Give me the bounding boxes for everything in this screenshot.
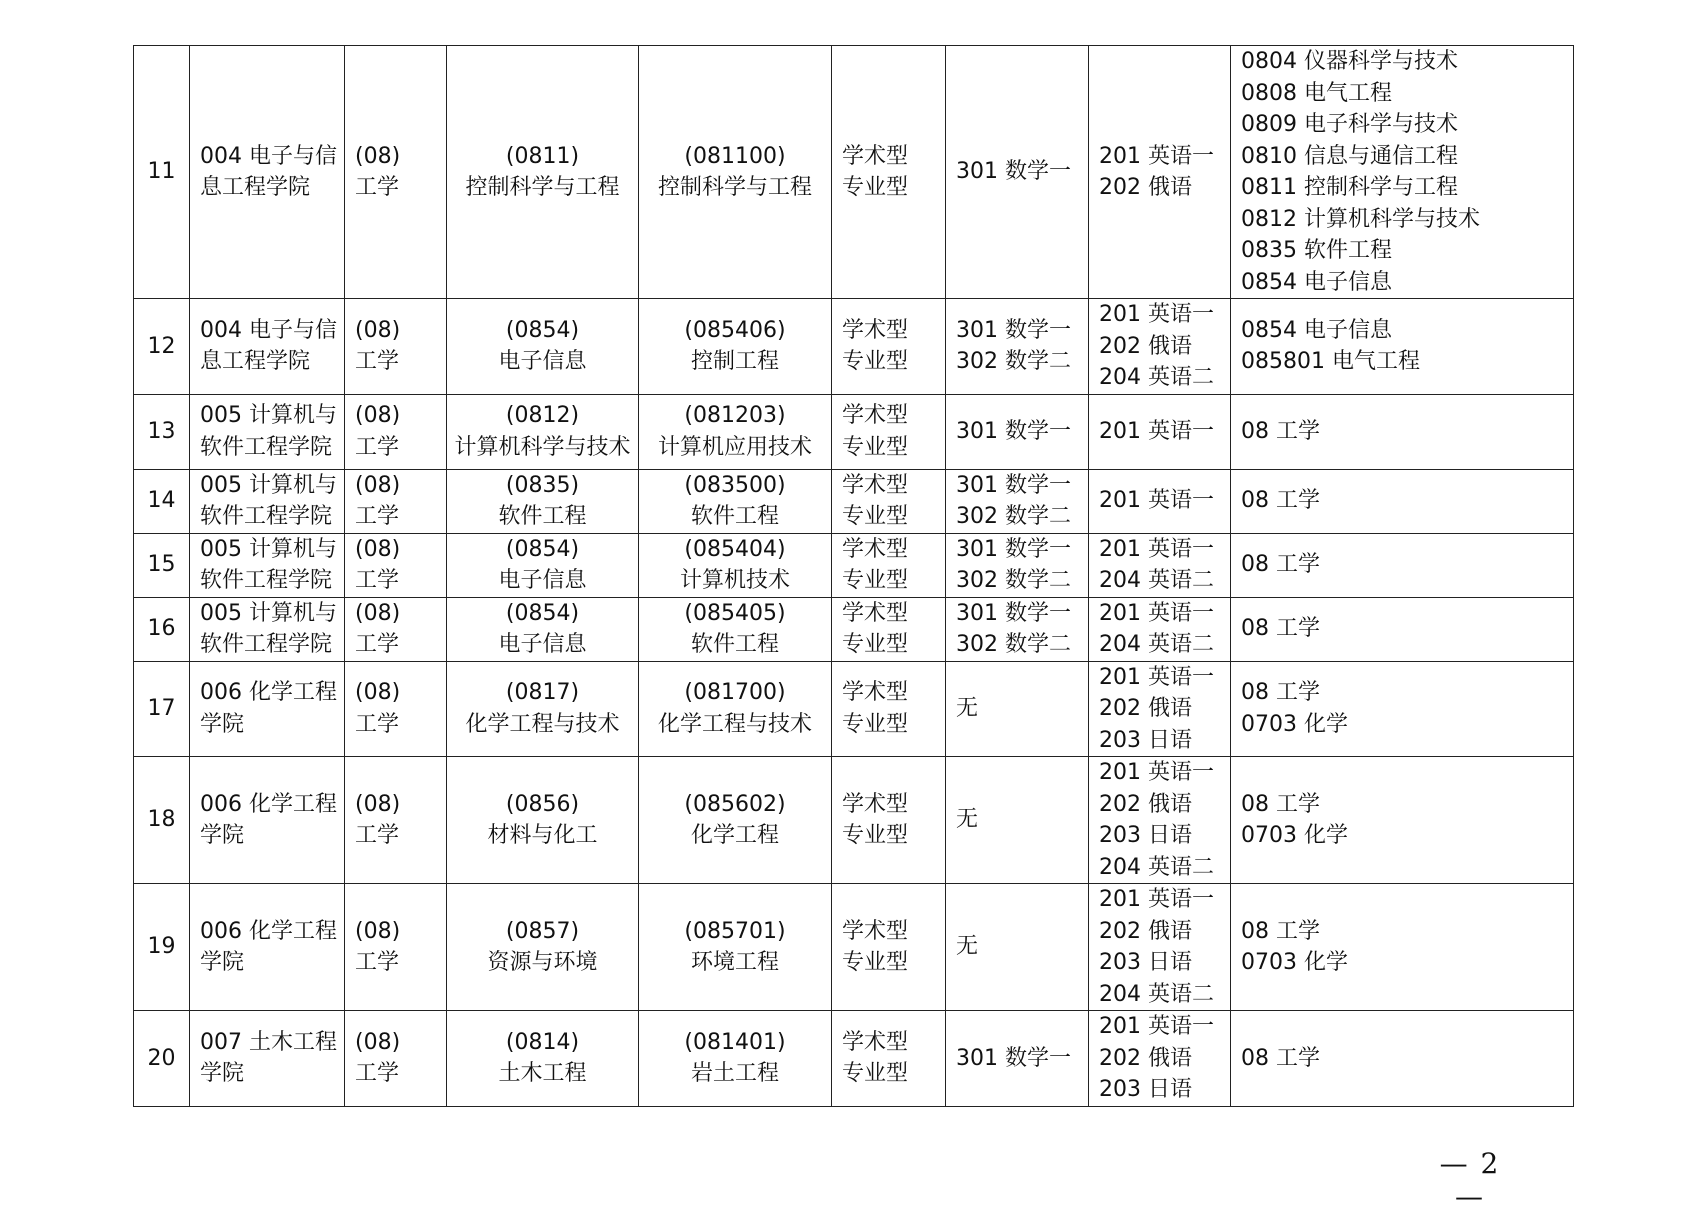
major-line: 环境工程	[690, 950, 779, 975]
discipline-line: (0812)	[505, 403, 580, 428]
college-line: 006 化学工程	[200, 791, 337, 817]
degree-type-cell	[832, 469, 946, 533]
requirement-cell	[1231, 533, 1574, 597]
major-line: (081401)	[684, 1029, 786, 1055]
degree-type-line: 专业型	[842, 568, 909, 593]
category-line: (08)	[355, 791, 401, 817]
discipline-line: (0856)	[505, 791, 580, 817]
degree-type-cell	[832, 533, 946, 597]
foreign-language-line: 201 英语一	[1099, 887, 1214, 912]
college-line: 007 土木工程	[200, 1029, 337, 1055]
foreign-language-cell	[1089, 469, 1231, 533]
discipline-line: 软件工程	[498, 504, 587, 529]
foreign-language-line: 201 英语一	[1099, 488, 1214, 514]
foreign-language-line: 201 英语一	[1099, 760, 1214, 785]
discipline-line: 控制科学与工程	[465, 175, 620, 200]
requirement-line: 085801 电气工程	[1241, 349, 1420, 375]
college-line: 息工程学院	[200, 175, 311, 200]
math-exam-line: 301 数学一	[956, 536, 1071, 562]
college-line: 学院	[200, 1061, 245, 1087]
category-line: (08)	[355, 317, 401, 343]
foreign-language-line: 201 英语一	[1099, 143, 1214, 169]
college-line: 学院	[200, 823, 245, 848]
row-number: 14	[147, 488, 176, 514]
math-exam-line: 无	[956, 934, 979, 960]
major-line: (081700)	[684, 680, 786, 706]
major-line: 控制工程	[690, 349, 779, 375]
requirement-line: 08 工学	[1241, 488, 1320, 514]
college-line: 005 计算机与	[200, 600, 337, 626]
college-line: 软件工程学院	[200, 504, 333, 529]
major-line: (085405)	[684, 600, 786, 626]
major-line: 化学工程	[690, 823, 779, 848]
foreign-language-cell	[1089, 46, 1231, 299]
requirement-line: 08 工学	[1241, 680, 1320, 706]
discipline-cell	[447, 46, 639, 299]
major-line: (085701)	[684, 918, 786, 944]
math-exam-cell	[946, 46, 1089, 299]
admissions-table	[133, 45, 1574, 1107]
table-body	[134, 46, 1574, 1107]
college-line: 息工程学院	[200, 349, 311, 375]
category-line: 工学	[355, 1061, 400, 1087]
category-line: (08)	[355, 472, 401, 498]
major-cell	[639, 533, 832, 597]
category-line: 工学	[355, 349, 400, 375]
math-exam-cell	[946, 661, 1089, 757]
college-cell	[190, 597, 345, 661]
table-row	[134, 1011, 1574, 1107]
degree-type-cell	[832, 1011, 946, 1107]
discipline-line: (0811)	[505, 143, 580, 169]
foreign-language-cell	[1089, 661, 1231, 757]
category-cell	[345, 533, 447, 597]
requirement-line: 0804 仪器科学与技术	[1241, 49, 1458, 74]
major-line: (081203)	[684, 403, 786, 428]
row-number-cell	[134, 469, 190, 533]
discipline-line: 电子信息	[498, 568, 587, 593]
major-cell	[639, 661, 832, 757]
foreign-language-line: 202 俄语	[1099, 333, 1192, 359]
major-line: (083500)	[684, 472, 786, 498]
category-line: (08)	[355, 918, 401, 944]
college-cell	[190, 1011, 345, 1107]
college-line: 005 计算机与	[200, 403, 337, 428]
row-number: 19	[147, 934, 176, 960]
requirement-cell	[1231, 884, 1574, 1011]
math-exam-cell	[946, 757, 1089, 884]
math-exam-line: 无	[956, 807, 979, 833]
discipline-line: 土木工程	[498, 1061, 587, 1087]
college-cell	[190, 757, 345, 884]
category-line: 工学	[355, 823, 400, 848]
discipline-line: 化学工程与技术	[465, 711, 620, 737]
foreign-language-line: 203 日语	[1099, 727, 1192, 753]
requirement-line: 0810 信息与通信工程	[1241, 143, 1458, 169]
major-line: 化学工程与技术	[657, 711, 812, 737]
discipline-line: (0817)	[505, 680, 580, 706]
college-line: 学院	[200, 711, 245, 737]
category-cell	[345, 757, 447, 884]
category-line: 工学	[355, 434, 400, 460]
discipline-cell	[447, 757, 639, 884]
requirement-line: 0835 软件工程	[1241, 238, 1392, 263]
foreign-language-line: 201 英语一	[1099, 664, 1214, 690]
math-exam-cell	[946, 884, 1089, 1011]
degree-type-line: 专业型	[842, 823, 909, 848]
row-number-cell	[134, 597, 190, 661]
math-exam-cell	[946, 1011, 1089, 1107]
degree-type-line: 学术型	[842, 143, 909, 169]
major-line: 控制科学与工程	[657, 175, 812, 200]
table-row	[134, 661, 1574, 757]
requirement-line: 08 工学	[1241, 552, 1320, 578]
discipline-cell	[447, 394, 639, 469]
row-number-cell	[134, 46, 190, 299]
table-row	[134, 46, 1574, 299]
row-number-cell	[134, 533, 190, 597]
row-number: 18	[147, 807, 176, 833]
degree-type-line: 专业型	[842, 175, 909, 200]
requirement-line: 0854 电子信息	[1241, 317, 1392, 343]
foreign-language-cell	[1089, 299, 1231, 395]
row-number-cell	[134, 661, 190, 757]
degree-type-line: 专业型	[842, 950, 909, 975]
major-cell	[639, 46, 832, 299]
foreign-language-line: 201 英语一	[1099, 1014, 1214, 1039]
foreign-language-line: 201 英语一	[1099, 600, 1214, 626]
college-cell	[190, 469, 345, 533]
category-cell	[345, 884, 447, 1011]
foreign-language-line: 203 日语	[1099, 950, 1192, 975]
discipline-line: (0857)	[505, 918, 580, 944]
foreign-language-line: 202 俄语	[1099, 696, 1192, 721]
foreign-language-line: 201 英语一	[1099, 302, 1214, 327]
requirement-cell	[1231, 394, 1574, 469]
foreign-language-cell	[1089, 394, 1231, 469]
requirement-line: 0809 电子科学与技术	[1241, 112, 1458, 137]
requirement-line: 0854 电子信息	[1241, 269, 1392, 295]
math-exam-cell	[946, 597, 1089, 661]
college-cell	[190, 46, 345, 299]
requirement-cell	[1231, 299, 1574, 395]
row-number: 16	[147, 616, 176, 642]
college-line: 软件工程学院	[200, 632, 333, 657]
row-number: 17	[147, 696, 176, 721]
major-cell	[639, 757, 832, 884]
major-cell	[639, 884, 832, 1011]
math-exam-line: 301 数学一	[956, 1045, 1071, 1071]
foreign-language-line: 203 日语	[1099, 1077, 1192, 1102]
degree-type-line: 专业型	[842, 349, 909, 375]
category-line: 工学	[355, 568, 400, 593]
major-line: (085602)	[684, 791, 786, 817]
degree-type-cell	[832, 597, 946, 661]
row-number: 13	[147, 418, 176, 444]
degree-type-line: 专业型	[842, 1061, 909, 1087]
degree-type-cell	[832, 394, 946, 469]
major-line: 岩土工程	[690, 1061, 779, 1087]
degree-type-line: 学术型	[842, 536, 909, 562]
degree-type-line: 学术型	[842, 317, 909, 343]
discipline-cell	[447, 597, 639, 661]
foreign-language-cell	[1089, 1011, 1231, 1107]
discipline-line: 材料与化工	[487, 823, 598, 848]
row-number: 20	[147, 1045, 176, 1071]
requirement-cell	[1231, 757, 1574, 884]
major-cell	[639, 469, 832, 533]
degree-type-line: 学术型	[842, 918, 909, 944]
requirement-cell	[1231, 661, 1574, 757]
major-line: (085406)	[684, 317, 786, 343]
discipline-line: (0854)	[505, 536, 580, 562]
math-exam-line: 301 数学一	[956, 472, 1071, 498]
college-line: 005 计算机与	[200, 472, 337, 498]
table-row	[134, 757, 1574, 884]
requirement-line: 08 工学	[1241, 616, 1320, 642]
foreign-language-line: 202 俄语	[1099, 1045, 1192, 1071]
foreign-language-line: 202 俄语	[1099, 918, 1192, 944]
math-exam-cell	[946, 299, 1089, 395]
foreign-language-line: 204 英语二	[1099, 365, 1214, 390]
college-line: 004 电子与信	[200, 143, 337, 169]
discipline-cell	[447, 884, 639, 1011]
major-line: (085404)	[684, 536, 786, 562]
requirement-line: 08 工学	[1241, 918, 1320, 944]
row-number-cell	[134, 884, 190, 1011]
math-exam-line: 302 数学二	[956, 568, 1071, 593]
table-row	[134, 299, 1574, 395]
table-row	[134, 597, 1574, 661]
table-row	[134, 394, 1574, 469]
foreign-language-line: 201 英语一	[1099, 418, 1214, 444]
requirement-line: 0812 计算机科学与技术	[1241, 206, 1480, 232]
category-line: (08)	[355, 143, 401, 169]
requirement-line: 0808 电气工程	[1241, 80, 1392, 106]
row-number: 11	[147, 159, 176, 185]
foreign-language-line: 202 俄语	[1099, 175, 1192, 200]
degree-type-line: 学术型	[842, 600, 909, 626]
foreign-language-line: 204 英语二	[1099, 981, 1214, 1007]
degree-type-cell	[832, 757, 946, 884]
category-line: (08)	[355, 1029, 401, 1055]
major-line: 计算机应用技术	[657, 434, 812, 460]
major-line: 软件工程	[690, 632, 779, 657]
requirement-line: 0703 化学	[1241, 950, 1348, 975]
category-cell	[345, 46, 447, 299]
foreign-language-cell	[1089, 884, 1231, 1011]
degree-type-cell	[832, 661, 946, 757]
foreign-language-line: 201 英语一	[1099, 536, 1214, 562]
math-exam-line: 302 数学二	[956, 632, 1071, 657]
discipline-line: (0814)	[505, 1029, 580, 1055]
college-cell	[190, 884, 345, 1011]
foreign-language-line: 204 英语二	[1099, 632, 1214, 657]
degree-type-line: 专业型	[842, 632, 909, 657]
row-number: 15	[147, 552, 176, 578]
category-line: (08)	[355, 403, 401, 428]
requirement-line: 08 工学	[1241, 791, 1320, 817]
major-line: (081100)	[684, 143, 786, 169]
degree-type-line: 学术型	[842, 680, 909, 706]
math-exam-line: 302 数学二	[956, 349, 1071, 375]
college-cell	[190, 533, 345, 597]
math-exam-cell	[946, 394, 1089, 469]
table-row	[134, 533, 1574, 597]
category-cell	[345, 394, 447, 469]
category-line: 工学	[355, 711, 400, 737]
category-cell	[345, 661, 447, 757]
requirement-line: 0811 控制科学与工程	[1241, 175, 1458, 200]
requirement-cell	[1231, 597, 1574, 661]
degree-type-line: 专业型	[842, 711, 909, 737]
discipline-line: 电子信息	[498, 349, 587, 375]
degree-type-line: 专业型	[842, 434, 909, 460]
foreign-language-line: 203 日语	[1099, 823, 1192, 848]
degree-type-cell	[832, 299, 946, 395]
row-number-cell	[134, 757, 190, 884]
discipline-line: 电子信息	[498, 632, 587, 657]
college-line: 软件工程学院	[200, 568, 333, 593]
major-line: 计算机技术	[679, 568, 790, 593]
degree-type-line: 学术型	[842, 791, 909, 817]
math-exam-cell	[946, 469, 1089, 533]
college-cell	[190, 661, 345, 757]
category-cell	[345, 1011, 447, 1107]
discipline-line: (0854)	[505, 317, 580, 343]
math-exam-line: 无	[956, 696, 979, 721]
foreign-language-cell	[1089, 533, 1231, 597]
category-cell	[345, 597, 447, 661]
college-line: 软件工程学院	[200, 434, 333, 460]
college-line: 005 计算机与	[200, 536, 337, 562]
category-cell	[345, 469, 447, 533]
foreign-language-line: 204 英语二	[1099, 568, 1214, 593]
math-exam-cell	[946, 533, 1089, 597]
category-cell	[345, 299, 447, 395]
page-number: — 2 —	[1439, 1147, 1501, 1213]
foreign-language-line: 202 俄语	[1099, 791, 1192, 817]
discipline-cell	[447, 469, 639, 533]
requirement-cell	[1231, 469, 1574, 533]
degree-type-cell	[832, 46, 946, 299]
college-line: 学院	[200, 950, 245, 975]
table-row	[134, 884, 1574, 1011]
category-line: 工学	[355, 504, 400, 529]
foreign-language-cell	[1089, 597, 1231, 661]
foreign-language-cell	[1089, 757, 1231, 884]
requirement-line: 08 工学	[1241, 1045, 1320, 1071]
discipline-cell	[447, 1011, 639, 1107]
math-exam-line: 302 数学二	[956, 504, 1071, 529]
discipline-line: 计算机科学与技术	[454, 434, 631, 460]
degree-type-line: 专业型	[842, 504, 909, 529]
category-line: 工学	[355, 632, 400, 657]
discipline-cell	[447, 661, 639, 757]
discipline-line: (0854)	[505, 600, 580, 626]
major-line: 软件工程	[690, 504, 779, 529]
row-number-cell	[134, 299, 190, 395]
row-number-cell	[134, 394, 190, 469]
major-cell	[639, 299, 832, 395]
degree-type-line: 学术型	[842, 472, 909, 498]
requirement-line: 0703 化学	[1241, 711, 1348, 737]
major-cell	[639, 597, 832, 661]
degree-type-line: 学术型	[842, 1029, 909, 1055]
discipline-cell	[447, 299, 639, 395]
college-line: 006 化学工程	[200, 918, 337, 944]
discipline-line: 资源与环境	[487, 950, 598, 975]
requirement-line: 08 工学	[1241, 418, 1320, 444]
foreign-language-line: 204 英语二	[1099, 854, 1214, 880]
category-line: (08)	[355, 680, 401, 706]
table-row	[134, 469, 1574, 533]
math-exam-line: 301 数学一	[956, 418, 1071, 444]
college-line: 004 电子与信	[200, 317, 337, 343]
math-exam-line: 301 数学一	[956, 159, 1071, 185]
major-cell	[639, 394, 832, 469]
discipline-line: (0835)	[505, 472, 580, 498]
category-line: (08)	[355, 536, 401, 562]
college-line: 006 化学工程	[200, 680, 337, 706]
math-exam-line: 301 数学一	[956, 600, 1071, 626]
math-exam-line: 301 数学一	[956, 317, 1071, 343]
discipline-cell	[447, 533, 639, 597]
major-cell	[639, 1011, 832, 1107]
degree-type-cell	[832, 884, 946, 1011]
degree-type-line: 学术型	[842, 403, 909, 428]
row-number: 12	[147, 333, 176, 359]
requirement-cell	[1231, 46, 1574, 299]
college-cell	[190, 394, 345, 469]
requirement-line: 0703 化学	[1241, 823, 1348, 848]
category-line: 工学	[355, 175, 400, 200]
category-line: 工学	[355, 950, 400, 975]
row-number-cell	[134, 1011, 190, 1107]
college-cell	[190, 299, 345, 395]
category-line: (08)	[355, 600, 401, 626]
requirement-cell	[1231, 1011, 1574, 1107]
